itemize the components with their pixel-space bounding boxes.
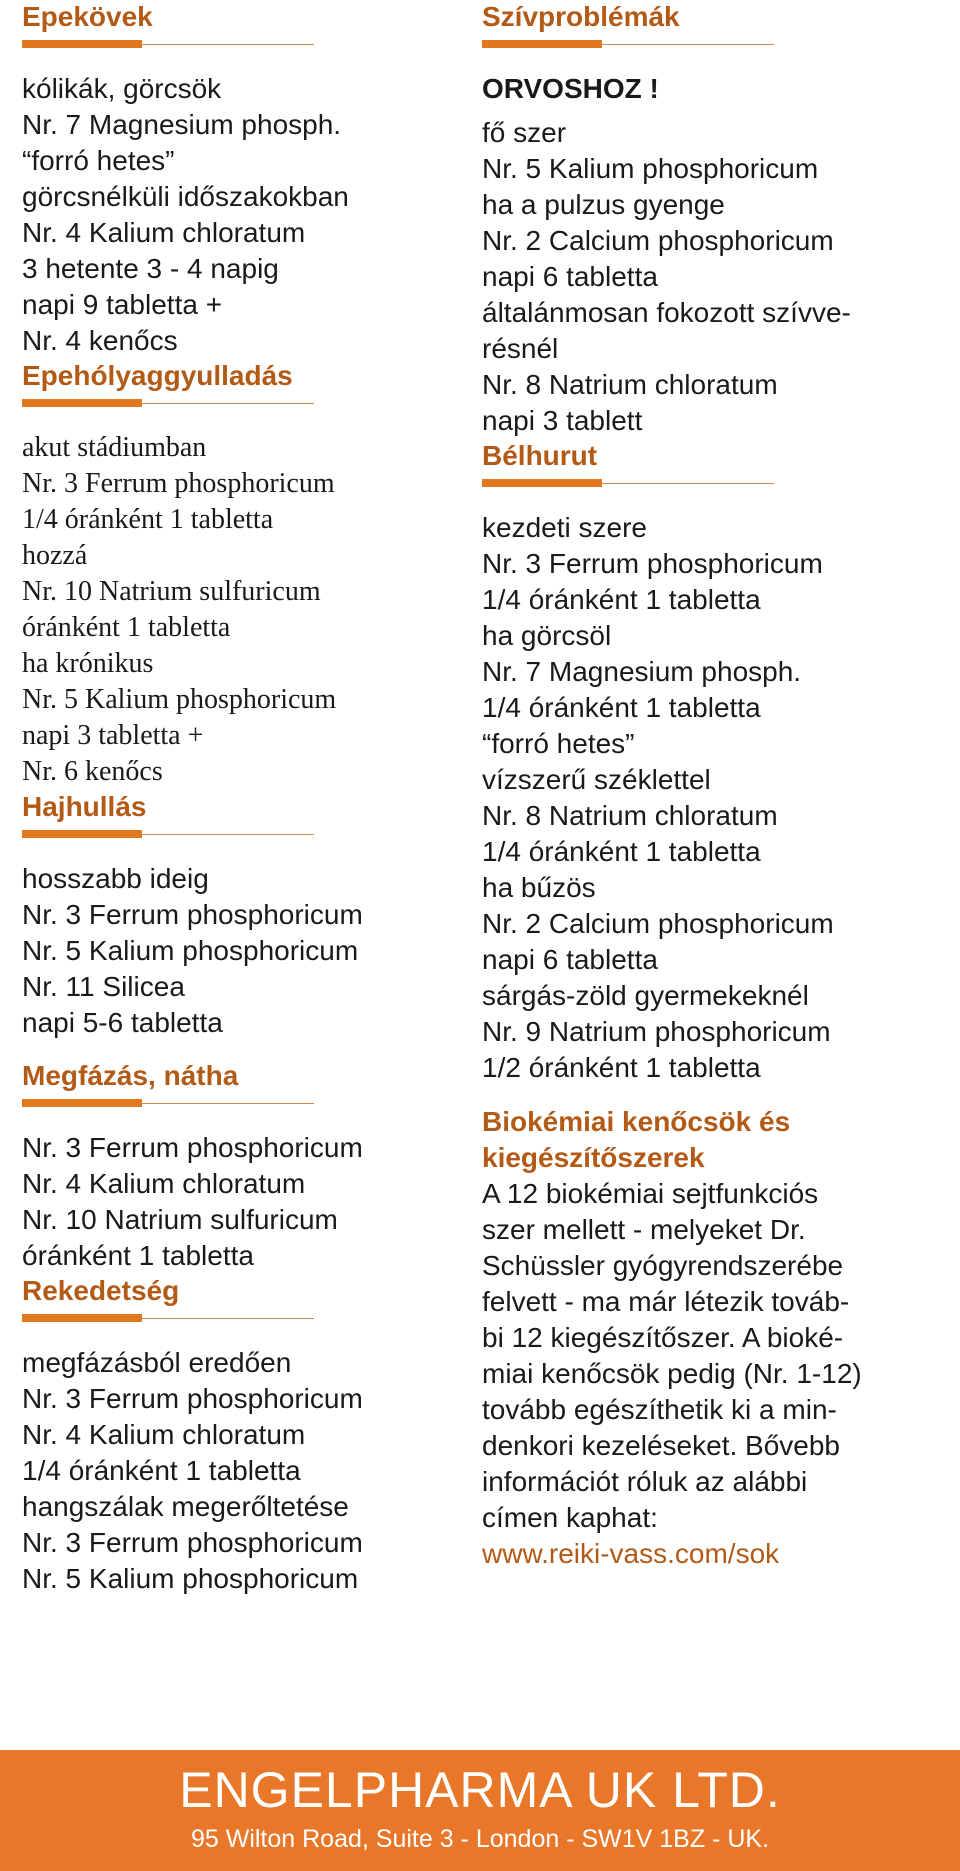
- text-line: 1/4 óránként 1 tabletta: [482, 836, 761, 867]
- section-kenocsok: [482, 1104, 942, 1572]
- text-line: 1/4 óránként 1 tabletta: [482, 584, 761, 615]
- text-line: Nr. 4 Kalium chloratum: [22, 1419, 306, 1450]
- text-line: napi 3 tabletta +: [22, 720, 204, 751]
- section-rule: [22, 40, 462, 49]
- section-rule: [482, 479, 942, 488]
- text-line: hozzá: [22, 540, 88, 571]
- text-line: Schüssler gyógyrendszerébe: [482, 1250, 844, 1281]
- text-line: vízszerű széklettel: [482, 764, 711, 795]
- text-line: Nr. 5 Kalium phosphoricum: [22, 1563, 359, 1594]
- section-title: Hajhullás: [22, 791, 147, 822]
- text-line: 1/4 óránként 1 tabletta: [482, 692, 761, 723]
- alert-text: ORVOSHOZ !: [482, 73, 659, 104]
- section-title: Epekövek: [22, 1, 153, 32]
- text-line: Nr. 3 Ferrum phosphoricum: [22, 468, 335, 499]
- text-line: ha görcsöl: [482, 620, 612, 651]
- text-line: Nr. 8 Natrium chloratum: [482, 369, 778, 400]
- text-line: A 12 biokémiai sejtfunkciós: [482, 1178, 819, 1209]
- text-line: Nr. 2 Calcium phosphoricum: [482, 908, 834, 939]
- text-line: Nr. 3 Ferrum phosphoricum: [482, 548, 823, 579]
- section-rule: [22, 830, 462, 839]
- text-line: “forró hetes”: [482, 728, 635, 759]
- section-lines: [22, 71, 462, 359]
- footer-banner: [0, 1750, 960, 1871]
- text-line: Nr. 5 Kalium phosphoricum: [22, 684, 337, 715]
- text-line: bi 12 kiegészítőszer. A bioké-: [482, 1322, 844, 1353]
- text-line: Nr. 8 Natrium chloratum: [482, 800, 778, 831]
- text-line: általánmosan fokozott szívve-: [482, 297, 851, 328]
- section-lines: [22, 861, 462, 1041]
- section-title: Rekedetség: [22, 1275, 180, 1306]
- text-line: információt róluk az alábbi: [482, 1466, 808, 1497]
- text-line: 1/2 óránként 1 tabletta: [482, 1052, 761, 1083]
- text-line: Nr. 10 Natrium sulfuricum: [22, 576, 321, 607]
- text-line: ha bűzös: [482, 872, 596, 903]
- company-name: ENGELPHARMA UK LTD.: [179, 1762, 781, 1818]
- section-megfazas: [22, 1059, 462, 1274]
- text-line: fő szer: [482, 117, 567, 148]
- section-rekedtseg: [22, 1274, 462, 1597]
- section-epeholyag: [22, 359, 462, 790]
- text-line: görcsnélküli időszakokban: [22, 181, 349, 212]
- text-line: Nr. 5 Kalium phosphoricum: [22, 935, 359, 966]
- text-line: Nr. 4 kenőcs: [22, 325, 178, 356]
- section-rule: [22, 399, 462, 408]
- text-line: napi 5-6 tabletta: [22, 1007, 223, 1038]
- text-line: Nr. 9 Natrium phosphoricum: [482, 1016, 831, 1047]
- section-rule: [22, 1314, 462, 1323]
- text-line: 3 hetente 3 - 4 napig: [22, 253, 279, 284]
- section-title-line-1: Biokémiai kenőcsök és: [482, 1106, 791, 1137]
- section-title: Megfázás, nátha: [22, 1060, 239, 1091]
- text-line: 1/4 óránként 1 tabletta: [22, 504, 274, 535]
- text-line: napi 9 tabletta +: [22, 289, 223, 320]
- text-line: résnél: [482, 333, 559, 364]
- section-lines: [22, 1345, 462, 1597]
- text-line: óránként 1 tabletta: [22, 1240, 254, 1271]
- text-line: óránként 1 tabletta: [22, 612, 231, 643]
- text-line: napi 3 tablett: [482, 405, 643, 436]
- website-link[interactable]: www.reiki-vass.com/sok: [482, 1538, 780, 1569]
- text-line: Nr. 11 Silicea: [22, 971, 185, 1002]
- section-lines: [482, 510, 942, 1086]
- text-line: kólikák, görcsök: [22, 73, 222, 104]
- section-lines: [22, 430, 462, 790]
- section-lines: [482, 71, 942, 107]
- section-title: Bélhurut: [482, 440, 598, 471]
- text-line: denkori kezeléseket. Bővebb: [482, 1430, 840, 1461]
- section-rule: [482, 40, 942, 49]
- text-line: Nr. 7 Magnesium phosph.: [22, 109, 342, 140]
- text-line: kezdeti szere: [482, 512, 647, 543]
- text-line: Nr. 4 Kalium chloratum: [22, 217, 306, 248]
- text-line: Nr. 3 Ferrum phosphoricum: [22, 1383, 363, 1414]
- section-title: Szívproblémák: [482, 1, 680, 32]
- right-column: [482, 0, 942, 1572]
- text-line: felvett - ma már létezik továb-: [482, 1286, 850, 1317]
- section-lines: [482, 115, 942, 439]
- text-line: hangszálak megerőltetése: [22, 1491, 349, 1522]
- text-line: Nr. 3 Ferrum phosphoricum: [22, 1527, 363, 1558]
- text-line: Nr. 3 Ferrum phosphoricum: [22, 1132, 363, 1163]
- text-line: akut stádiumban: [22, 432, 207, 463]
- text-line: megfázásból eredően: [22, 1347, 292, 1378]
- section-title-line-2: kiegészítőszerek: [482, 1142, 705, 1173]
- text-line: ha krónikus: [22, 648, 154, 679]
- section-title: Epehólyaggyulladás: [22, 360, 293, 391]
- section-lines: [22, 1130, 462, 1274]
- text-line: napi 6 tabletta: [482, 944, 658, 975]
- section-hajhullas: [22, 790, 462, 1059]
- text-line: Nr. 2 Calcium phosphoricum: [482, 225, 834, 256]
- text-line: Nr. 3 Ferrum phosphoricum: [22, 899, 363, 930]
- section-lines: [482, 1176, 942, 1536]
- text-line: címen kaphat:: [482, 1502, 658, 1533]
- text-line: sárgás-zöld gyermekeknél: [482, 980, 809, 1011]
- section-epekovek: [22, 0, 462, 359]
- text-line: 1/4 óránként 1 tabletta: [22, 1455, 301, 1486]
- section-szivproblemak: [482, 0, 942, 439]
- text-line: “forró hetes”: [22, 145, 175, 176]
- company-address: 95 Wilton Road, Suite 3 - London - SW1V 1BZ - UK.: [190, 1825, 770, 1853]
- text-line: Nr. 6 kenőcs: [22, 756, 163, 787]
- text-line: ha a pulzus gyenge: [482, 189, 725, 220]
- text-line: Nr. 5 Kalium phosphoricum: [482, 153, 819, 184]
- text-line: napi 6 tabletta: [482, 261, 658, 292]
- text-line: Nr. 7 Magnesium phosph.: [482, 656, 802, 687]
- text-line: szer mellett - melyeket Dr.: [482, 1214, 806, 1245]
- text-line: Nr. 10 Natrium sulfuricum: [22, 1204, 338, 1235]
- text-line: hosszabb ideig: [22, 863, 209, 894]
- text-line: tovább egészíthetik ki a min-: [482, 1394, 837, 1425]
- section-rule: [22, 1099, 462, 1108]
- section-belhurut: [482, 439, 942, 1104]
- text-line: miai kenőcsök pedig (Nr. 1-12): [482, 1358, 862, 1389]
- left-column: [22, 0, 462, 1597]
- text-line: Nr. 4 Kalium chloratum: [22, 1168, 306, 1199]
